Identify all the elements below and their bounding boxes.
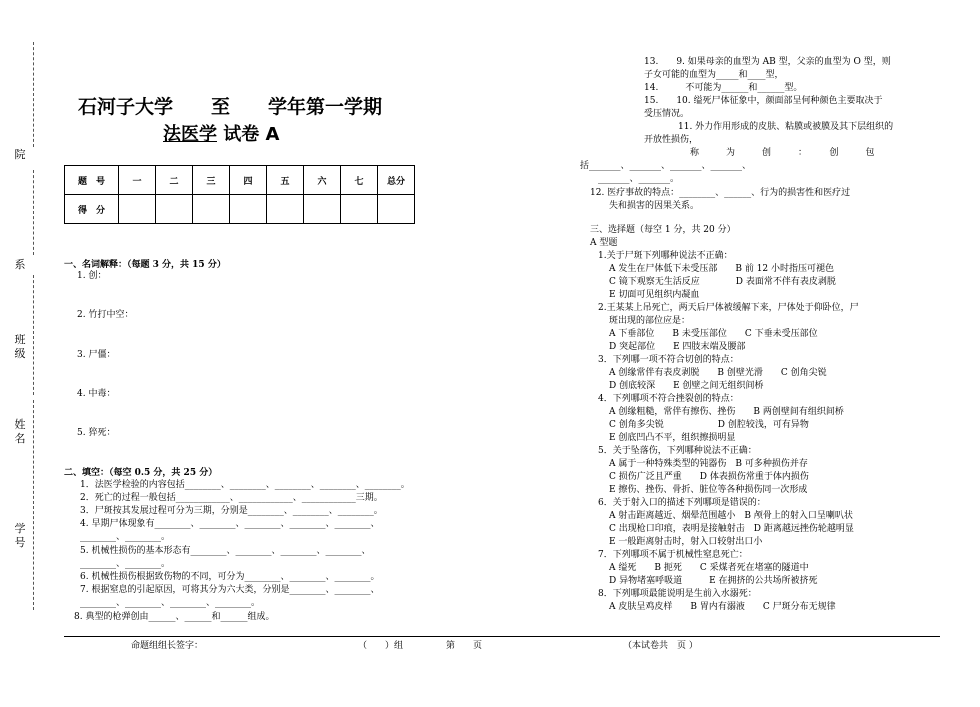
score-cell: 七 (341, 166, 378, 195)
term-item: 2. 竹打中空： (77, 310, 134, 320)
score-cell: 三 (193, 166, 230, 195)
fill-line-right: 13. 9. 如果母亲的血型为 AB 型，父亲的血型为 O 型，则 (644, 57, 891, 67)
fill-line: ________、________。 (80, 532, 171, 542)
choice-line: A 射击距离越近、烟晕范围越小 B 颅骨上的射入口呈喇叭状 (609, 511, 853, 521)
choice-line: 6．关于射入口的描述下列哪项是错误的： (598, 498, 766, 508)
fill-line-right: 受压情况。 (644, 109, 690, 119)
choice-line: A 缢死 B 扼死 C 采煤者死在堵塞的隧道中 (609, 563, 809, 573)
binding-line-top (33, 42, 34, 147)
fill-line-right: 失和损害的因果关系。 (609, 201, 700, 211)
score-table (64, 165, 415, 224)
choice-line: A 创缘粗糙，常伴有擦伤、挫伤 B 两创壁间有组织间桥 (609, 407, 844, 417)
subject-name: 法医学 (163, 124, 217, 145)
fill-line: 6. 机械性损伤根据致伤物的不同，可分为________、________、________。 (80, 572, 380, 582)
fill-line: 2．死亡的过程一般包括____________、____________、____________三期。 (80, 493, 383, 503)
exam-subject (163, 120, 279, 146)
term-item: 5. 猝死： (77, 428, 116, 438)
fill-line-right: 括_______、_______、_______、_______、 (580, 161, 752, 171)
score-input-cell[interactable] (119, 195, 156, 224)
score-input-cell[interactable] (267, 195, 304, 224)
score-cell: 得 分 (65, 195, 119, 224)
score-cell: 六 (304, 166, 341, 195)
score-input-cell[interactable] (341, 195, 378, 224)
footer-rule (64, 636, 940, 637)
footer-group: （ ）组 (358, 641, 404, 651)
score-cell: 二 (156, 166, 193, 195)
fill-line-right: 14. 不可能为______和______型。 (644, 83, 803, 93)
fill-line: ________、________。 (80, 559, 171, 569)
choice-line: E 一般距离射击时，射入口较射出口小 (609, 537, 763, 547)
choice-line: 斑出现的部位应是： (609, 316, 691, 326)
score-header-row (65, 166, 415, 195)
score-cell: 四 (230, 166, 267, 195)
fill-line: 5. 机械性损伤的基本形态有________、________、________、________、 (80, 546, 371, 556)
fill-line-right: 开放性损伤， (644, 135, 699, 145)
score-cell: 总分 (378, 166, 415, 195)
choice-line: D 创底较深 E 创壁之间无组织间桥 (609, 381, 764, 391)
choice-line: 2.王某某上吊死亡，两天后尸体被缓解下来，尸体处于仰卧位，尸 (598, 303, 859, 313)
footer-signer: 命题组组长签字： (131, 641, 204, 651)
score-value-row (65, 195, 415, 224)
score-input-cell[interactable] (378, 195, 415, 224)
section3-subheading: A 型题 (590, 238, 618, 248)
score-input-cell[interactable] (230, 195, 267, 224)
side-label-department: 系 (14, 258, 26, 271)
binding-line-bottom (33, 400, 34, 610)
footer-page: 第 页 (446, 641, 483, 651)
fill-line-right: 子女可能的血型为_____和____型， (644, 70, 784, 80)
section1-heading: 一、名词解释：（每题 3 分，共 15 分） (64, 260, 226, 270)
fill-line-right: 称 为 创 ： 创 包 (690, 148, 875, 158)
choice-line: 7．下列哪项不属于机械性窒息死亡： (598, 550, 748, 560)
side-label-college: 院 (14, 148, 26, 161)
fill-line: 7. 根据窒息的引起原因，可将其分为六大类，分别是________、________、 (80, 585, 380, 595)
choice-line: C 出现枪口印痕，表明是接触射击 D 距离越远挫伤轮越明显 (609, 524, 854, 534)
choice-line: E 创底凹凸不平，组织擦损明显 (609, 433, 736, 443)
section2-heading: 二、填空：（每空 0.5 分，共 25 分） (64, 468, 218, 478)
choice-line: 1.关于尸斑下列哪种说法不正确： (598, 251, 733, 261)
exam-title: 石河子大学 至 学年第一学期 (78, 96, 383, 118)
term-item: 3. 尸僵： (77, 350, 116, 360)
fill-line-right: 15. 10. 缢死尸体征象中，颜面部呈何种颜色主要取决于 (644, 96, 883, 106)
side-label-name: 姓名 (14, 418, 26, 445)
footer-total: （本试卷共 页 ） (623, 641, 698, 651)
score-input-cell[interactable] (156, 195, 193, 224)
choice-line: D 异物堵塞呼吸道 E 在拥挤的公共场所被挤死 (609, 576, 818, 586)
binding-line-mid (33, 170, 34, 255)
fill-line-right: 12. 医疗事故的特点：________、______、行为的损害性和医疗过 (590, 188, 851, 198)
choice-line: C 镜下观察无生活反应 D 表面常不伴有表皮剥脱 (609, 277, 836, 287)
choice-line: A 属于一种特殊类型的钝器伤 B 可多种损伤并存 (609, 459, 808, 469)
binding-line-mid2 (33, 275, 34, 395)
score-input-cell[interactable] (304, 195, 341, 224)
fill-line-right: _______、_______。 (598, 174, 680, 184)
term-item: 1. 创： (77, 271, 107, 281)
choice-line: E 切面可见组织内凝血 (609, 290, 700, 300)
exam-version: 试卷 A (223, 124, 280, 145)
side-label-class: 班级 (14, 333, 26, 360)
score-input-cell[interactable] (193, 195, 230, 224)
fill-line-right: 11. 外力作用形成的皮肤、粘膜或被膜及其下层组织的 (678, 122, 894, 132)
choice-line: A 创缘常伴有表皮剥脱 B 创壁光滑 C 创角尖锐 (609, 368, 827, 378)
choice-line: C 损伤广泛且严重 D 体表损伤常重于体内损伤 (609, 472, 809, 482)
choice-line: C 创角多尖锐 D 创腔较浅，可有异物 (609, 420, 809, 430)
choice-line: A 下垂部位 B 未受压部位 C 下垂未受压部位 (609, 329, 818, 339)
choice-line: 4．下列哪项不符合挫裂创的特点： (598, 394, 739, 404)
side-label-student-id: 学号 (14, 522, 26, 549)
score-cell: 五 (267, 166, 304, 195)
choice-line: A 皮肤呈鸡皮样 B 胃内有溺液 C 尸斑分布无规律 (609, 602, 836, 612)
choice-line: A 发生在尸体低下未受压部 B 前 12 小时指压可褪色 (609, 264, 835, 274)
fill-line: 4. 早期尸体现象有________、________、________、________、________、 (80, 519, 380, 529)
score-cell: 题 号 (65, 166, 119, 195)
choice-line: 8．下列哪项最能说明是生前入水溺死： (598, 589, 757, 599)
score-cell: 一 (119, 166, 156, 195)
choice-line: 5．关于坠落伤，下列哪种说法不正确： (598, 446, 757, 456)
fill-line: ________、________、________、________。 (80, 598, 261, 608)
choice-line: D 突起部位 E 四肢末端及腰部 (609, 342, 746, 352)
choice-line: E 擦伤、挫伤、骨折、脏位等各种损伤同一次形成 (609, 485, 808, 495)
fill-line: 8. 典型的枪弹创由______、______和______组成。 (74, 612, 275, 622)
choice-line: 3．下列哪一项不符合切创的特点： (598, 355, 739, 365)
fill-line: 3．尸斑按其发展过程可分为三期，分别是________、________、________。 (80, 506, 383, 516)
section3-heading: 三、选择题（每空 1 分，共 20 分） (590, 225, 736, 235)
term-item: 4. 中毒： (77, 389, 116, 399)
fill-line: 1．法医学检验的内容包括________、________、________、________、________。 (80, 480, 410, 490)
